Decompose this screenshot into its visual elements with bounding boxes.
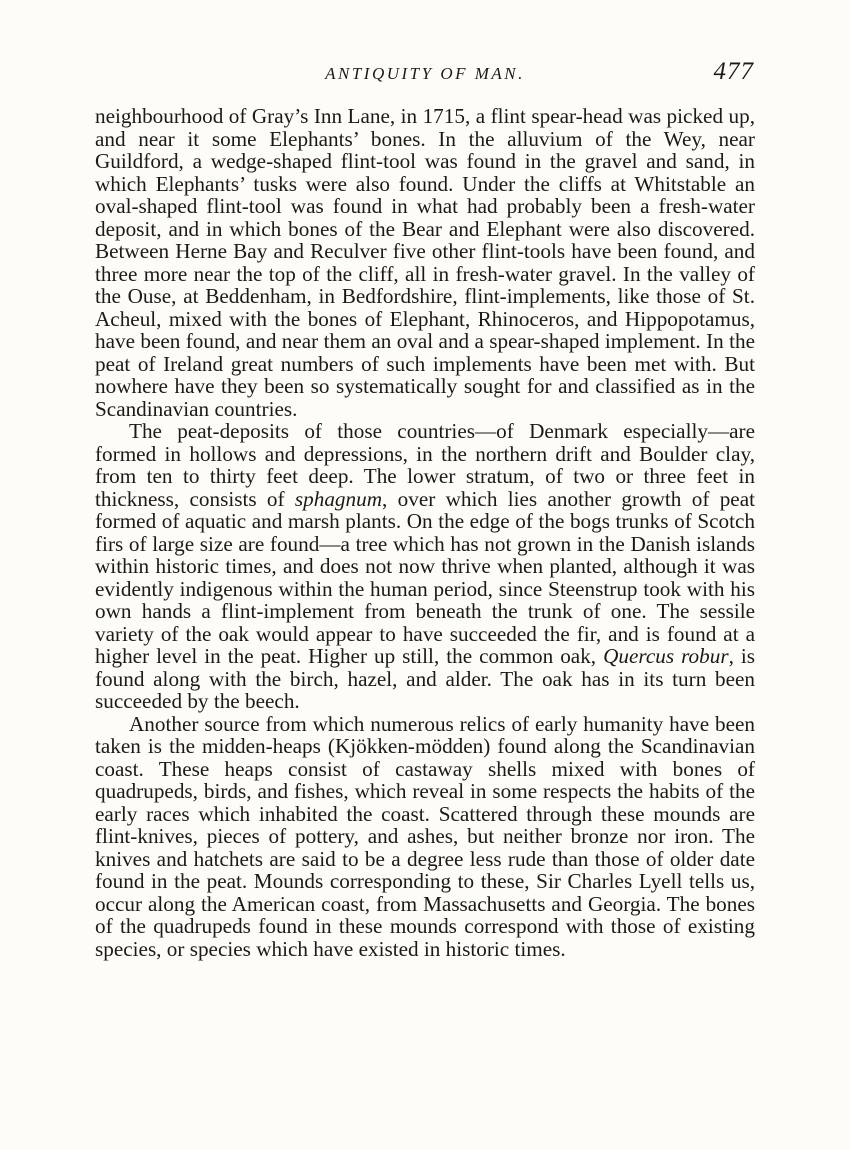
paragraph-text: , over which lies another growth of peat formed of aquatic and marsh plants. On the edge of the bogs trunks of Scotch firs of large size are found—a tree which has not grown in the Danish islands within historic times, and does not now thrive when planted, although it was evidently indigenous within the human period, since Steenstrup took with his own hands a flint-implement from beneath the trunk of one. The sessile variety of the oak would appear to have succeeded the fir, and is found at a higher level in the peat. Higher up still, the common oak, <box>95 486 755 668</box>
paragraph <box>95 713 755 961</box>
paragraph-text: The peat-deposits of those countries—of Denmark especially—are formed in hollows and depressions, in the northern drift and Boulder clay, from ten to thirty feet deep. The lower stratum, of two or three feet in thickness, consists of <box>95 419 755 511</box>
paragraph-text: neighbourhood of Gray’s Inn Lane, in 1715, a flint spear-head was picked up, and near it some Elephants’ bones. In the alluvium of the Wey, near Guildford, a wedge-shaped flint-tool was found in the gravel and sand, in which Elephants’ tusks were also found. Under the cliffs at Whitstable an oval-shaped flint-tool was found in what had probably been a fresh-water deposit, and in which bones of the Bear and Elephant were also discovered. Between Herne Bay and Reculver five other flint-tools have been found, and three more near the top of the cliff, all in fresh-water gravel. In the valley of the Ouse, at Beddenham, in Bedfordshire, flint-implements, like those of St. Acheul, mixed with the bones of Elephant, Rhinoceros, and Hippopotamus, have been found, and near them an oval and a spear-shaped implement. In the peat of Ireland great numbers of such implements have been met with. But nowhere have they been so systematically sought for and classified as in the Scandinavian countries. <box>95 104 755 421</box>
page-number: 477 <box>713 58 754 85</box>
paragraph-text: Another source from which numerous relics of early humanity have been taken is the midden-heaps (Kjökken-mödden) found along the Scandinavian coast. These heaps consist of castaway shells mixed with bones of quadrupeds, birds, and fishes, which reveal in some respects the habits of the early races which inhabited the coast. Scattered through these mounds are flint-knives, pieces of pottery, and ashes, but neither bronze nor iron. The knives and hatchets are said to be a degree less rude than those of older date found in the peat. Mounds corresponding to these, Sir Charles Lyell tells us, occur along the American coast, from Massachusetts and Georgia. The bones of the quadrupeds found in these mounds correspond with those of existing species, or species which have existed in historic times. <box>95 711 755 961</box>
italic-term-quercus-robur: Quercus robur <box>603 644 729 668</box>
body-text <box>95 105 755 960</box>
italic-term-sphagnum: sphagnum <box>294 486 383 511</box>
paragraph <box>95 420 755 713</box>
running-title: ANTIQUITY OF MAN. <box>325 64 525 83</box>
paragraph-text: , is found along with the birch, hazel, and alder. The oak has in its turn been succeeded by the beech. <box>95 644 755 713</box>
running-header <box>94 58 756 92</box>
paragraph <box>95 105 755 420</box>
